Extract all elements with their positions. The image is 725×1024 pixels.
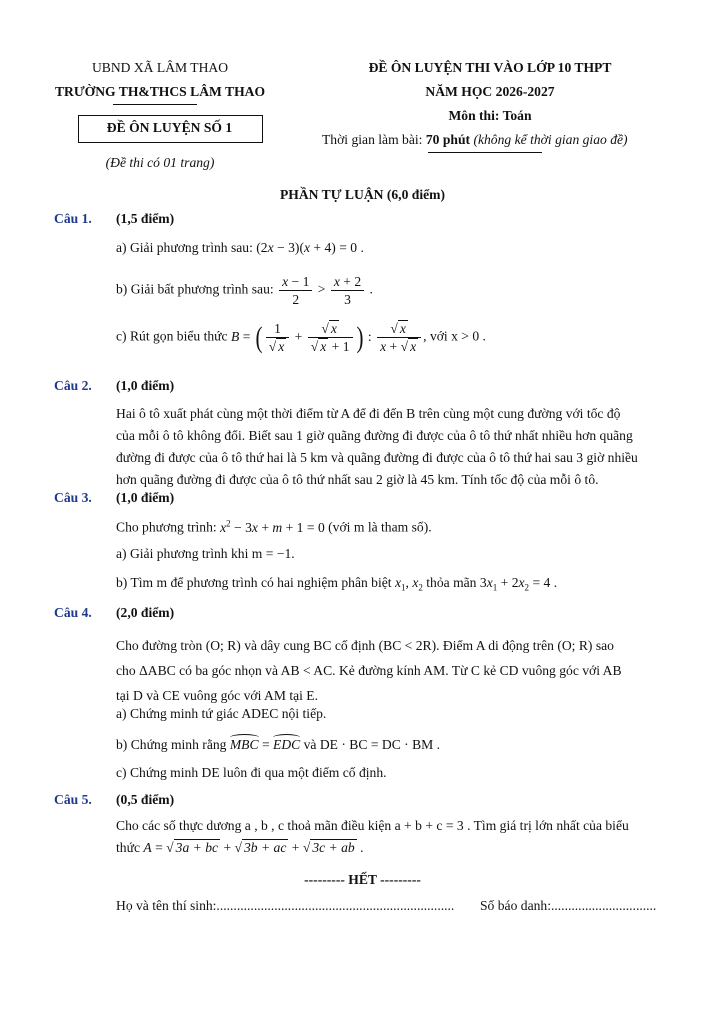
- end-mark: --------- HẾT ---------: [304, 872, 421, 887]
- q3a: a) Giải phương trình khi m = −1.: [116, 546, 295, 561]
- q4-text: Cho đường tròn (O; R) và dây cung BC cố định (BC < 2R). Điểm A di động trên (O; R) sao cho ΔABC có ba góc nhọn và AB < AC. Kẻ đường kính AM. Từ C kẻ CD vuông góc với AB tại D và CE vuông góc với AM tại E.: [116, 638, 622, 703]
- angle-edc: EDC: [273, 737, 301, 752]
- q5-expression: A = √ 3a + bc + √ 3b + ac + √ 3c + ab .: [143, 840, 364, 855]
- pages-note: (Đề thi có 01 trang): [105, 155, 215, 170]
- q4a: a) Chứng minh tứ giác ADEC nội tiếp.: [116, 706, 327, 721]
- q5-points: (0,5 điểm): [116, 792, 175, 807]
- q2-points: (1,0 điểm): [116, 378, 175, 393]
- q1c-expression: B = ( $\frac{1}{√ x}$ + $\frac{√ x}{√ x + 1}$ ) : $\frac{√ x}{x + √ x}$: [231, 329, 423, 344]
- school-year: NĂM HỌC 2026-2027: [425, 84, 555, 99]
- q3b: b) Tìm m để phương trình có hai nghiệm phân biệt $x_1$, $x_2$ thỏa mãn $3x_1 + 2x_2 = 4$ .: [116, 575, 558, 593]
- q5-number: Câu 5.: [54, 792, 92, 807]
- q3-equation: $x^2 - 3x + m + 1 = 0$: [220, 518, 325, 535]
- q1b-frac-right: $\frac{x + 2}{3}$: [331, 273, 364, 308]
- subject: Môn thi: Toán: [448, 108, 532, 123]
- time-allowed: Thời gian làm bài: 70 phút (không kể thời gian giao đề): [322, 132, 628, 147]
- section-title: PHẦN TỰ LUẬN (6,0 điểm): [279, 187, 445, 202]
- exam-number-label: ĐỀ ÔN LUYỆN SỐ 1: [106, 120, 233, 135]
- angle-mbc: MBC: [229, 737, 259, 752]
- q3-points: (1,0 điểm): [116, 490, 175, 505]
- exam-title: ĐỀ ÔN LUYỆN THI VÀO LỚP 10 THPT: [368, 60, 612, 75]
- department-name: UBND XÃ LÂM THAO: [91, 60, 229, 75]
- school-name: TRƯỜNG TH&THCS LÂM THAO: [54, 84, 266, 99]
- q1c: c) Rút gọn biểu thức B = ( $\frac{1}{√ x}$ + $\frac{√ x}{√ x + 1}$ ) : $\frac{√ x}{x + √ x}$ , với x > 0 .: [116, 320, 486, 354]
- q1-points: (1,5 điểm): [116, 211, 175, 226]
- header-underline-right: [428, 152, 542, 153]
- candidate-name-field: Họ và tên thí sinh:......................................................................: [116, 898, 455, 913]
- q4-number: Câu 4.: [54, 605, 92, 620]
- header-underline-left: [113, 104, 197, 105]
- q1b: b) Giải bất phương trình sau: $\frac{x - 1}{2}$ > $\frac{x + 2}{3}$ .: [116, 274, 373, 307]
- q1a: a) Giải phương trình sau: (2x − 3)(x + 4) = 0 .: [116, 240, 364, 255]
- q5-line1: Cho các số thực dương a , b , c thoả mãn điều kiện a + b + c = 3 . Tìm giá trị lớn nhất của biểu: [116, 818, 629, 833]
- q3-number: Câu 3.: [54, 490, 92, 505]
- q3-intro: Cho phương trình: $x^2 - 3x + m + 1 = 0$ (với m là tham số).: [116, 518, 432, 535]
- q4-points: (2,0 điểm): [116, 605, 175, 620]
- q1b-frac-left: $\frac{x - 1}{2}$: [279, 273, 312, 308]
- q4c: c) Chứng minh DE luôn đi qua một điểm cố định.: [116, 765, 387, 780]
- q1a-equation: (2x − 3)(x + 4) = 0 .: [256, 240, 364, 255]
- q1-number: Câu 1.: [54, 211, 92, 226]
- q5-line2: thức A = √ 3a + bc + √ 3b + ac + √ 3c + ab .: [116, 840, 364, 855]
- q2-number: Câu 2.: [54, 378, 92, 393]
- candidate-id-field: Số báo danh:...............................: [480, 898, 657, 913]
- q2-text: Hai ô tô xuất phát cùng một thời điểm từ A để đi đến B trên cùng một cung đường với tốc độ của mỗi ô tô không đổi. Biết sau 1 giờ quãng đường đi được của ô tô thứ nhất nhiều hơn quãng đường đi được của ô tô thứ hai là 5 km và quãng đường đi được của ô tô thứ hai sau 3 giờ nhiều hơn quãng đường đi được của ô tô thứ nhất sau 2 giờ là 45 km. Tính tốc độ của mỗi ô tô.: [116, 406, 638, 487]
- q4b: b) Chứng minh rằng MBC = EDC và DE · BC = DC · BM .: [116, 737, 441, 752]
